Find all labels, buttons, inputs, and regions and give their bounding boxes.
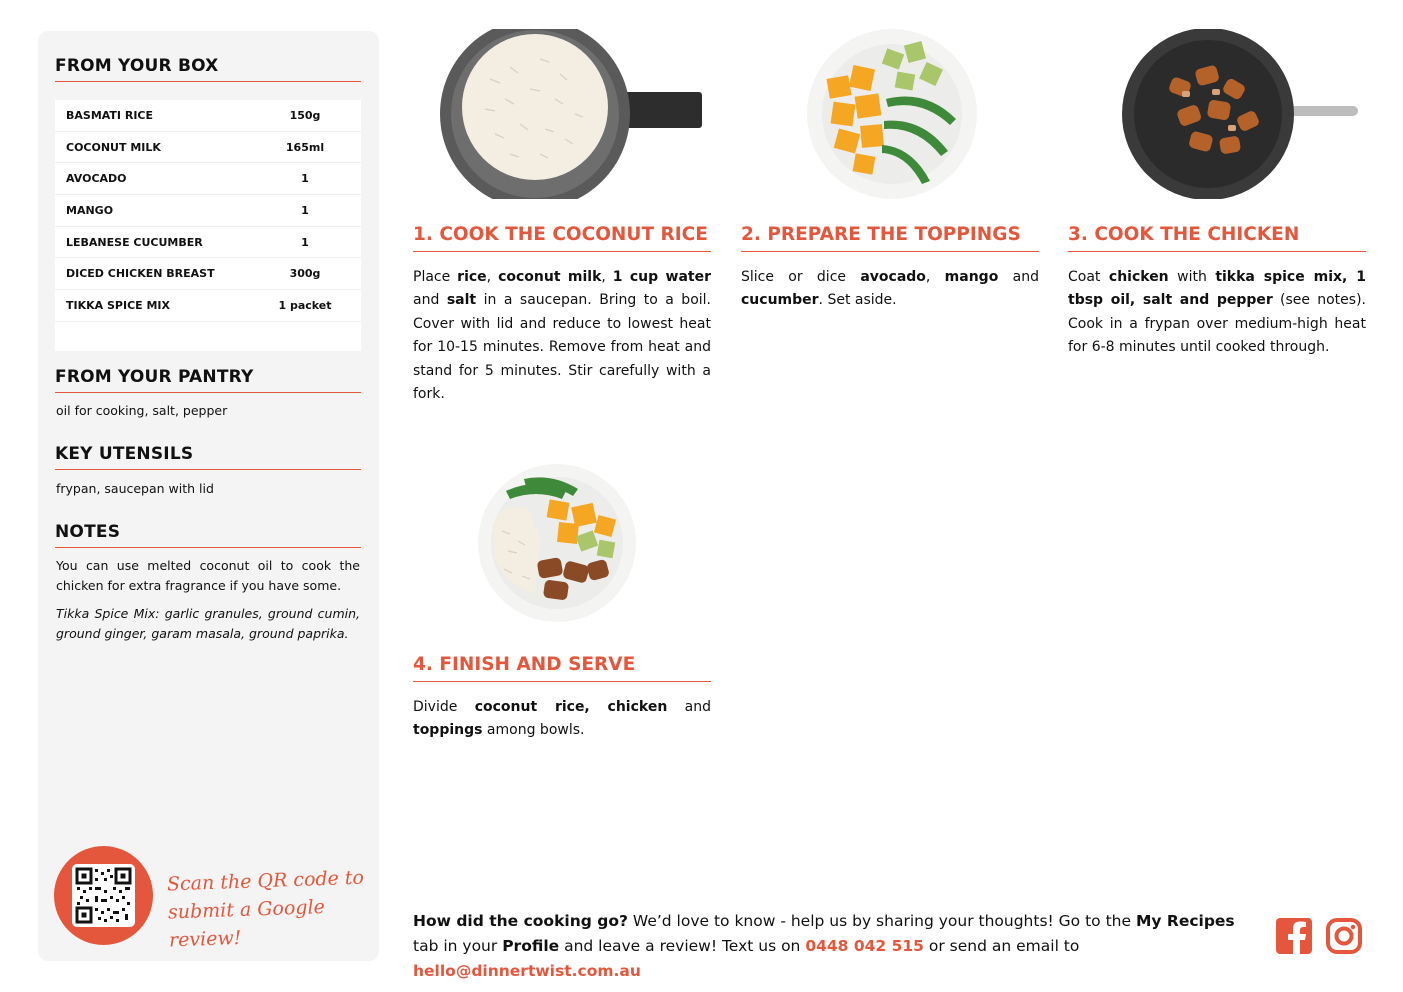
step-ingredient-highlight: cucumber [741,292,819,309]
ingredient-name: BASMATI RICE [66,108,154,122]
step-text: Divide [413,699,475,715]
step-4-title: 4. FINISH AND SERVE [413,654,711,682]
footer-text-4: or send an email to [923,937,1080,955]
ingredient-name: COCONUT MILK [66,140,161,154]
pantry-title: FROM YOUR PANTRY [55,367,361,393]
qr-badge [54,846,153,945]
step-text: and [667,699,711,715]
step-ingredient-highlight: coconut milk [498,269,602,285]
step-ingredient-highlight: 1 cup water [612,269,712,285]
finished-bowl-image [478,461,636,625]
step-ingredient-highlight: rice [457,269,487,285]
ingredient-qty: 150g [289,108,321,122]
step-3-title: 3. COOK THE CHICKEN [1068,224,1366,252]
qr-caption [167,864,370,955]
step-text: Coat [1068,269,1109,285]
review-footer [413,909,1263,984]
ingredient-row [55,227,361,259]
step-ingredient-highlight: toppings [413,722,483,739]
step-text: (see notes). Cook in a frypan over medium-high heat for 6-8 minutes until cooked through. [1068,292,1366,356]
ingredient-row [55,163,361,195]
ingredient-row [55,195,361,227]
ingredients-sidebar [38,31,379,961]
ingredient-qty: 1 [301,172,309,186]
qr-caption-line-2: submit a Google review! [167,896,326,952]
my-recipes-link[interactable]: My Recipes [1135,912,1235,930]
step-2-title: 2. PREPARE THE TOPPINGS [741,224,1039,252]
ingredient-name: LEBANESE CUCUMBER [66,235,203,249]
footer-text-1: We’d love to know - help us by sharing your thoughts! Go to the [627,912,1136,930]
step-ingredient-highlight: salt [446,292,477,309]
ingredient-qty: 1 packet [278,298,332,312]
note-2: Tikka Spice Mix: garlic granules, ground cumin, ground ginger, garam masala, ground paprika. [56,606,360,641]
step-1-body [413,266,711,406]
ingredient-qty: 300g [289,267,321,281]
ingredient-row [55,132,361,164]
box-title: FROM YOUR BOX [55,56,361,82]
step-ingredient-highlight: mango [944,269,999,285]
step-3-body [1068,266,1366,360]
phone-link[interactable]: 0448 042 515 [805,937,924,955]
step-ingredient-highlight: avocado [860,269,926,285]
step-2-body [741,266,1039,313]
facebook-icon[interactable] [1275,917,1313,955]
ingredient-row-empty [55,322,361,351]
step-text: and [413,292,447,309]
step-text: and [998,269,1039,285]
ingredients-table [55,100,361,351]
step-ingredient-highlight: coconut rice, chicken [474,699,668,715]
step-1-title: 1. COOK THE COCONUT RICE [413,224,711,252]
ingredient-qty: 1 [301,203,309,217]
step-4-body [413,696,711,743]
ingredient-row [55,100,361,132]
pantry-text: oil for cooking, salt, pepper [56,403,228,418]
footer-text-2: tab in your [413,937,503,955]
utensils-title: KEY UTENSILS [55,444,361,470]
instagram-icon[interactable] [1325,917,1363,955]
step-text: , [486,269,499,285]
step-text: with [1168,269,1216,285]
ingredient-name: TIKKA SPICE MIX [66,298,171,312]
step-ingredient-highlight: chicken [1108,269,1169,285]
ingredient-row [55,258,361,290]
step-text: Place [413,269,458,285]
chicken-frypan-image [1120,29,1358,199]
email-link[interactable]: hello@dinnertwist.com.au [413,962,641,980]
footer-text-3: and leave a review! Text us on [559,937,806,955]
ingredient-name: MANGO [66,203,114,217]
step-ingredient-highlight: tikka spice mix, 1 tbsp oil, salt and pepper [1068,269,1366,309]
step-text: . Set aside. [818,292,897,309]
ingredient-name: DICED CHICKEN BREAST [66,267,215,281]
utensils-text: frypan, saucepan with lid [56,481,214,496]
toppings-bowl-image [806,29,978,199]
profile-link[interactable]: Profile [502,937,560,955]
qr-caption-line-1: Scan the QR code to [166,866,365,896]
step-text: , [601,269,613,285]
coconut-rice-pan-image [440,29,702,199]
qr-code-pattern [72,864,135,927]
ingredient-qty: 1 [301,235,309,249]
footer-question: How did the cooking go? [413,912,628,930]
step-text: , [925,269,945,285]
note-1: You can use melted coconut oil to cook the chicken for extra fragrance if you have some. [56,558,360,593]
qr-code[interactable] [72,864,135,927]
notes-title: NOTES [55,522,361,548]
ingredient-row [55,290,361,322]
step-text: in a saucepan. Bring to a boil. Cover with lid and reduce to lowest heat for 10-15 minutes. Remove from heat and stand for 5 minutes. Stir carefully with a fork. [413,292,711,403]
step-text: Slice or dice [741,269,861,285]
ingredient-name: AVOCADO [66,172,127,186]
step-text: among bowls. [482,722,585,739]
ingredient-qty: 165ml [285,140,325,154]
